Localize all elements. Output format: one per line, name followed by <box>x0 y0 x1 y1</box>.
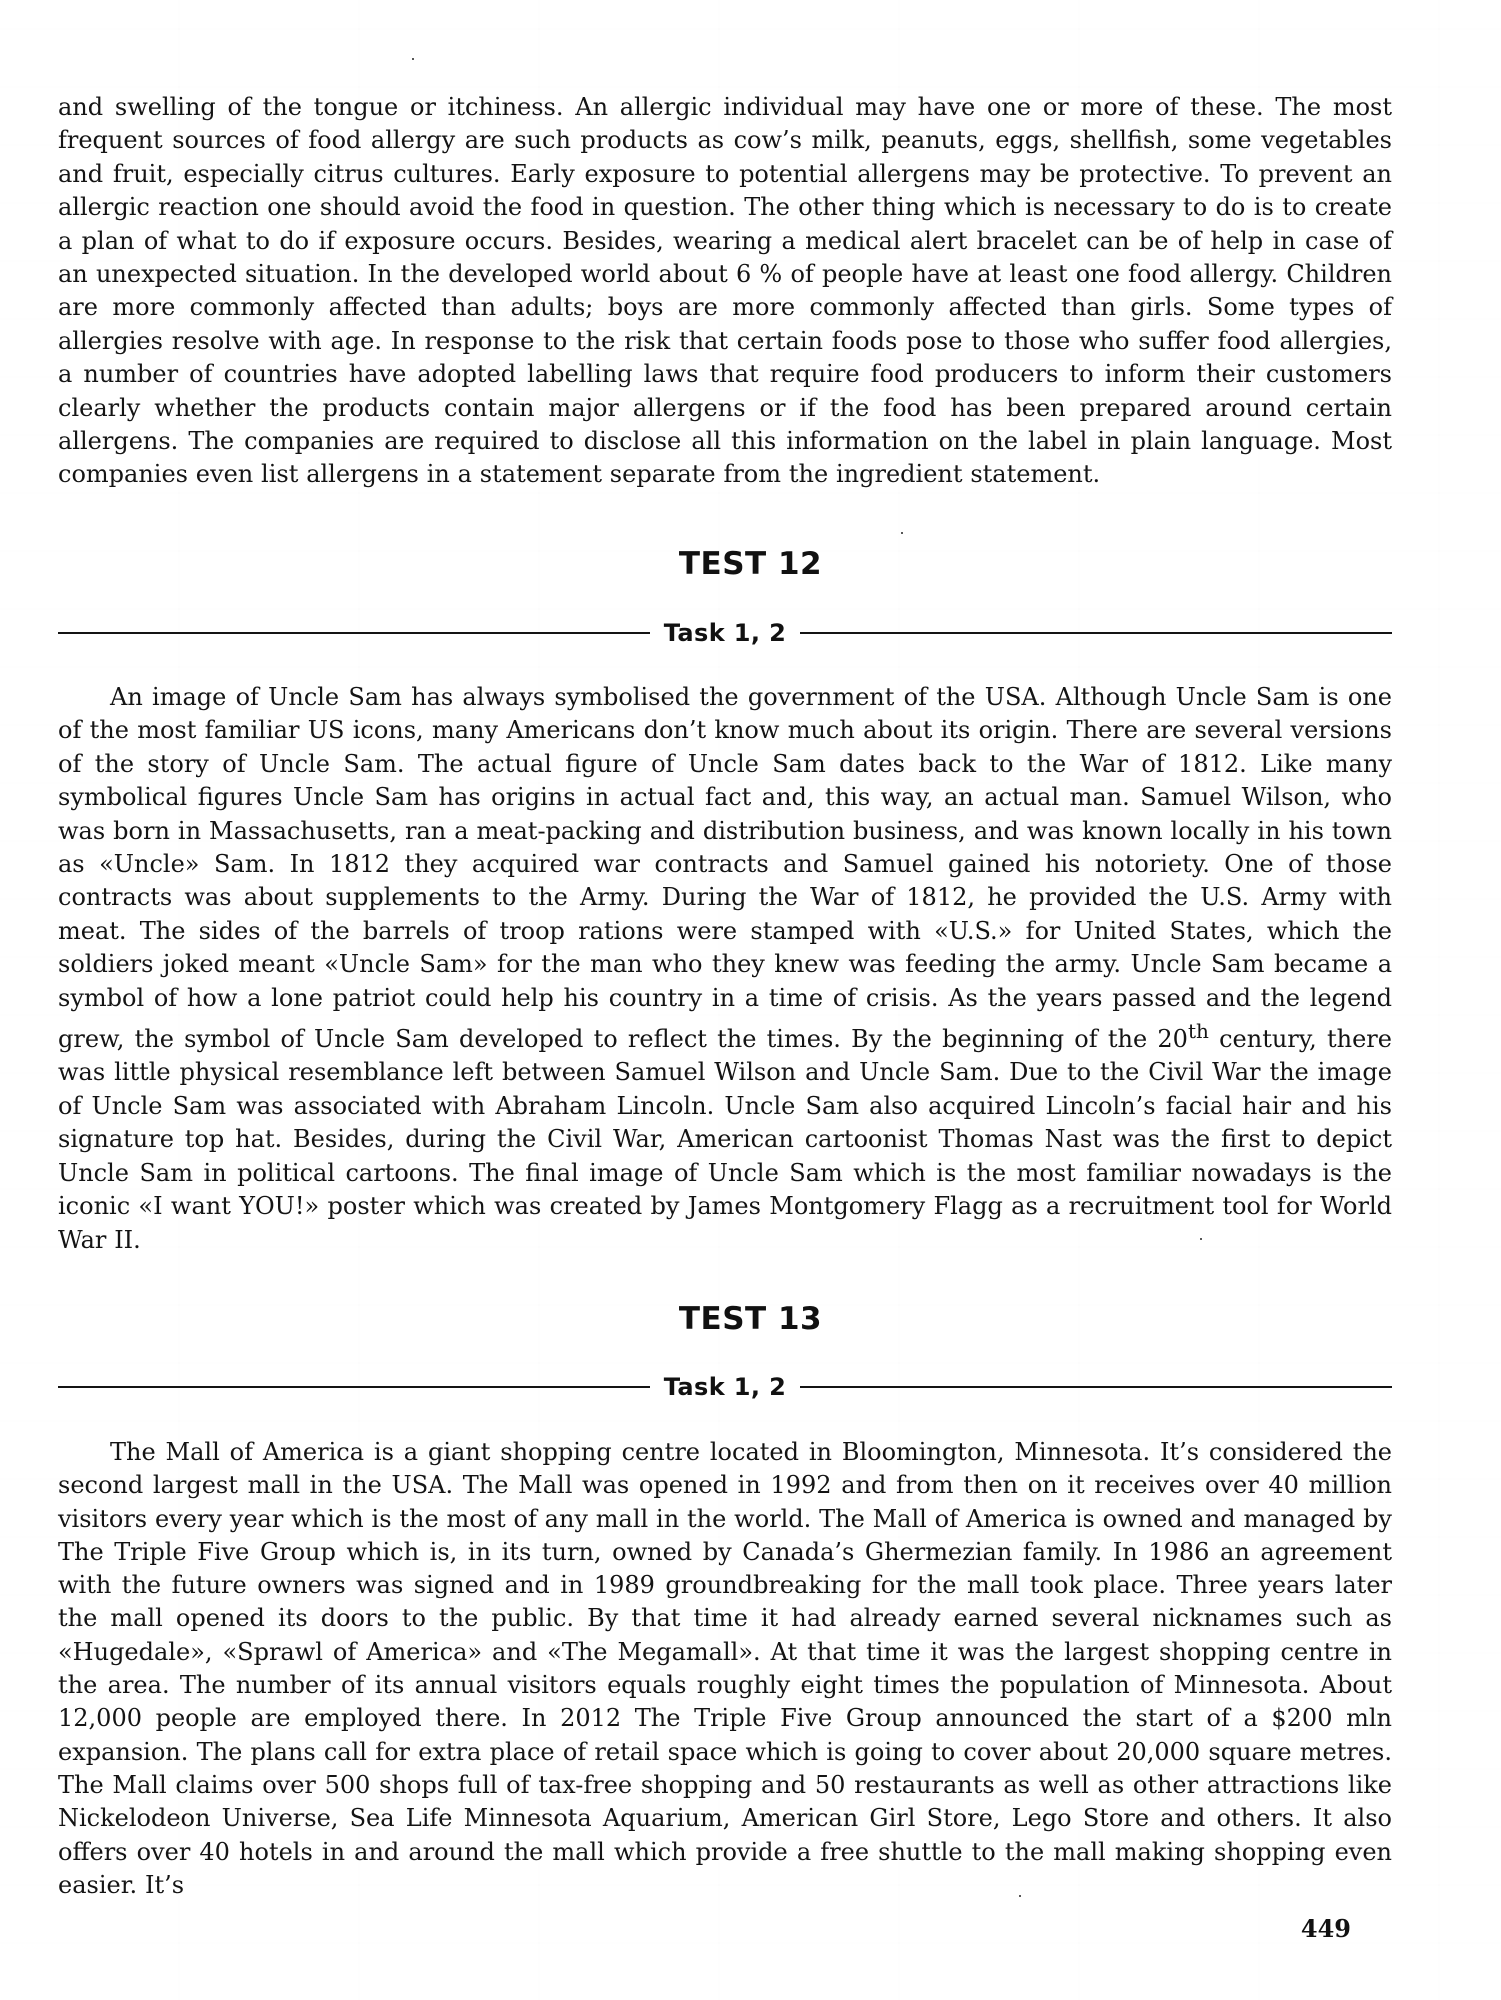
divider-rule-right <box>800 1386 1392 1388</box>
allergy-continuation-paragraph: and swelling of the tongue or itchiness. An allergic individual may have one or more of these. The most frequent sources of food allergy are such products as cow’s milk, peanuts, eggs, shellfish, some vegetables and fruit, especially citrus cultures. Early exposure to potential allergens may be protective. To prevent an allergic reaction one should avoid the food in question. The other thing which is necessary to do is to create a plan of what to do if exposure occurs. Besides, wearing a medical alert bracelet can be of help in case of an unexpected situation. In the developed world about 6 % of people have at least one food allergy. Children are more commonly affected than adults; boys are more commonly affected than girls. Some types of allergies resolve with age. In response to the risk that certain foods pose to those who suffer food allergies, a number of countries have adopted labelling laws that require food producers to inform their customers clearly whether the products contain major allergens or if the food has been prepared around certain allergens. The companies are required to disclose all this information on the label in plain language. Most companies even list allergens in a statement separate from the ingredient statement. <box>58 93 1392 489</box>
divider-rule-right <box>800 632 1392 634</box>
test-13-heading: TEST 13 <box>678 1301 823 1337</box>
scan-speck <box>901 532 903 534</box>
task-label-test-13: Task 1, 2 <box>663 1373 787 1401</box>
uncle-sam-paragraph <box>58 681 1392 1257</box>
page-number: 449 <box>1300 1914 1351 1943</box>
mall-of-america-paragraph: The Mall of America is a giant shopping centre located in Bloomington, Minnesota. It’s considered the second largest mall in the USA. The Mall was opened in 1992 and from then on it receives over 40 million visitors every year which is the most of any mall in the world. The Mall of America is owned and managed by The Triple Five Group which is, in its turn, owned by Canada’s Ghermezian family. In 1986 an agreement with the future owners was signed and in 1989 groundbreaking for the mall took place. Three years later the mall opened its doors to the public. By that time it had already earned several nicknames such as «Hugedale», «Sprawl of America» and «The Megamall». At that time it was the largest shopping centre in the area. The number of its annual visitors equals roughly eight times the population of Minnesota. About 12,000 people are employed there. In 2012 The Triple Five Group announced the start of a $200 mln expansion. The plans call for extra place of retail space which is going to cover about 20,000 square metres. The Mall claims over 500 shops full of tax-free shopping and 50 restaurants as well as other attractions like Nickelodeon Universe, Sea Life Minnesota Aquarium, American Girl Store, Lego Store and others. It also offers over 40 hotels in and around the mall which provide a free shuttle to the mall making shopping even easier. It’s <box>58 1438 1392 1899</box>
task-label-test-12: Task 1, 2 <box>663 619 787 647</box>
task-divider-test-12 <box>58 616 1392 650</box>
scan-speck <box>412 58 414 60</box>
test-12-heading: TEST 12 <box>678 546 823 582</box>
divider-rule-left <box>58 632 650 634</box>
divider-rule-left <box>58 1386 650 1388</box>
uncle-sam-paragraph-part-1: An image of Uncle Sam has always symbolised the government of the USA. Although Uncle Sam is one of the most familiar US icons, many Americans don’t know much about its origin. There are several versions of the story of Uncle Sam. The actual figure of Uncle Sam dates back to the War of 1812. Like many symbolical figures Uncle Sam has origins in actual fact and, this way, an actual man. Samuel Wilson, who was born in Massachusetts, ran a meat-packing and distribution business, and was known locally in his town as «Uncle» Sam. In 1812 they acquired war contracts and Samuel gained his notoriety. One of those contracts was about supplements to the Army. During the War of 1812, he provided the U.S. Army with meat. The sides of the barrels of troop rations were stamped with «U.S.» for United States, which the soldiers joked meant «Uncle Sam» for the man who they knew was feeding the army. Uncle Sam became a symbol of how a lone patriot could help his country in a time of crisis. As the years passed and the legend grew, the symbol of Uncle Sam developed to reflect the times. By the beginning of the 20 <box>58 683 1392 1054</box>
task-divider-test-13 <box>58 1370 1392 1404</box>
uncle-sam-paragraph-part-2: century, there was little physical resemblance left between Samuel Wilson and Uncle Sam. Due to the Civil War the image of Uncle Sam was associated with Abraham Lincoln. Uncle Sam also acquired Lincoln’s facial hair and his signature top hat. Besides, during the Civil War, American cartoonist Thomas Nast was the first to depict Uncle Sam in political cartoons. The final image of Uncle Sam which is the most familiar nowadays is the iconic «I want YOU!» poster which was created by James Montgomery Flagg as a recruitment tool for World War II. <box>58 1025 1392 1254</box>
ordinal-superscript: th <box>1187 1019 1209 1044</box>
